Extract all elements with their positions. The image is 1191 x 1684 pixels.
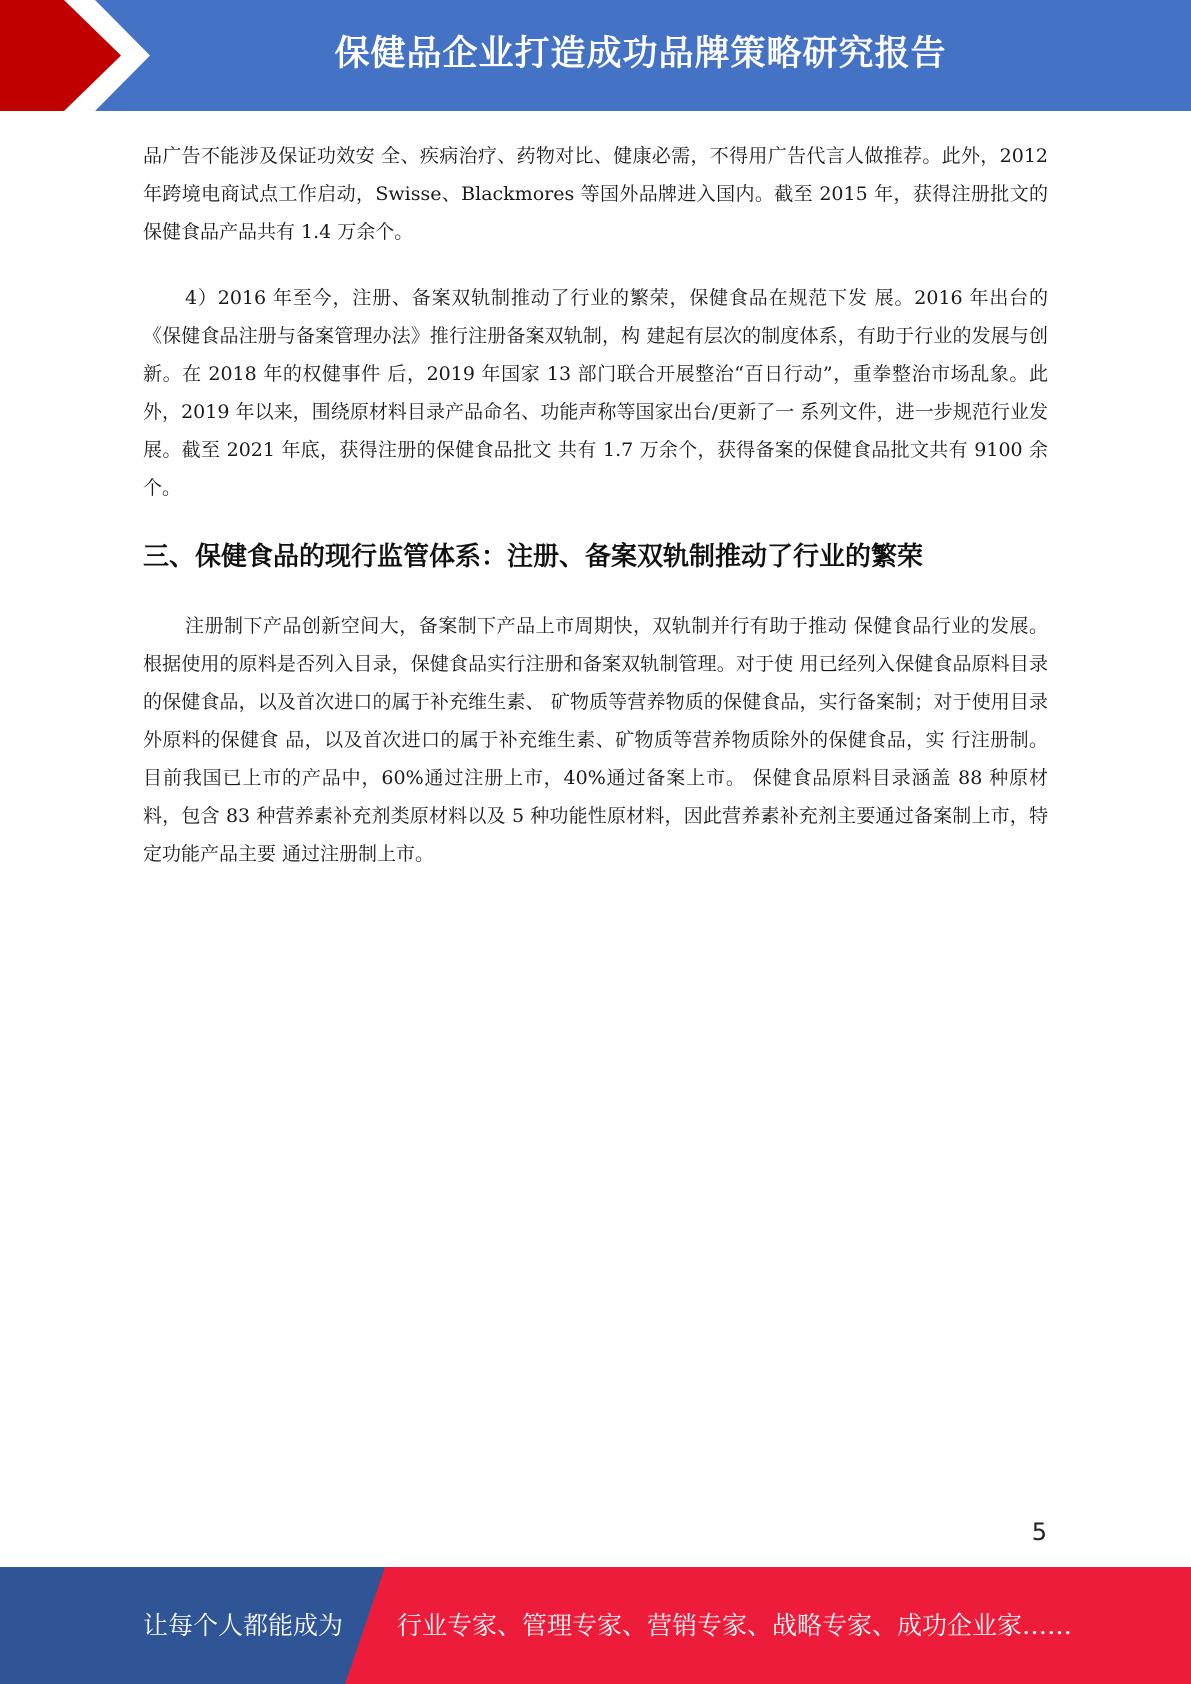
red-chevron-arrow-icon	[0, 0, 160, 111]
paragraph-3: 注册制下产品创新空间大，备案制下产品上市周期快，双轨制并行有助于推动 保健食品行业的发展。 根据使用的原料是否列入目录，保健食品实行注册和备案双轨制管理。对于使 用已经列入保健食品原料目录的保健食品，以及首次进口的属于补充维生素、 矿物质等营养物质的保健食品，实行备案制；对于使用目录外原料的保健食 品，以及首次进口的属于补充维生素、矿物质等营养物质除外的保健食品，实 行注册制。目前我国已上市的产品中，60%通过注册上市，40%通过备案上市。 保健食品原料目录涵盖 88 种原材料，包含 83 种营养素补充剂类原材料以及 5 种功能性原材料，因此营养素补充剂主要通过备案制上市，特定功能产品主要 通过注册制上市。	[143, 615, 1055, 865]
document-title: 保健品企业打造成功品牌策略研究报告	[334, 34, 947, 74]
section-heading: 三、保健食品的现行监管体系：注册、备案双轨制推动了行业的繁荣	[143, 542, 924, 572]
document-body	[143, 137, 1055, 873]
paragraph-2: 4）2016 年至今，注册、备案双轨制推动了行业的繁荣，保健食品在规范下发 展。2016 年出台的《保健食品注册与备案管理办法》推行注册备案双轨制，构 建起有层次的制度体系，有助于行业的发展与创新。在 2018 年的权健事件 后，2019 年国家 13 部门联合开展整治“百日行动”，重拳整治市场乱象。此 外，2019 年以来，围绕原材料目录产品命名、功能声称等国家出台/更新了一 系列文件，进一步规范行业发展。截至 2021 年底，获得注册的保健食品批文 共有 1.7 万余个，获得备案的保健食品批文共有 9100 余个。	[143, 287, 1055, 499]
paragraph-1: 品广告不能涉及保证功效安 全、疾病治疗、药物对比、健康必需，不得用广告代言人做推荐。此外，2012 年跨境电商试点工作启动，Swisse、Blackmores 等国外品牌进入国内。截至 2015 年，获得注册批文的保健食品产品共有 1.4 万余个。	[143, 145, 1055, 243]
footer-banner	[0, 1567, 1191, 1684]
footer-slogan-left: 让每个人都能成为	[143, 1611, 344, 1640]
footer-slogan-right: 行业专家、管理专家、营销专家、战略专家、成功企业家……	[397, 1611, 1073, 1640]
page-number: 5	[1031, 1518, 1047, 1546]
header-banner	[0, 0, 1191, 111]
